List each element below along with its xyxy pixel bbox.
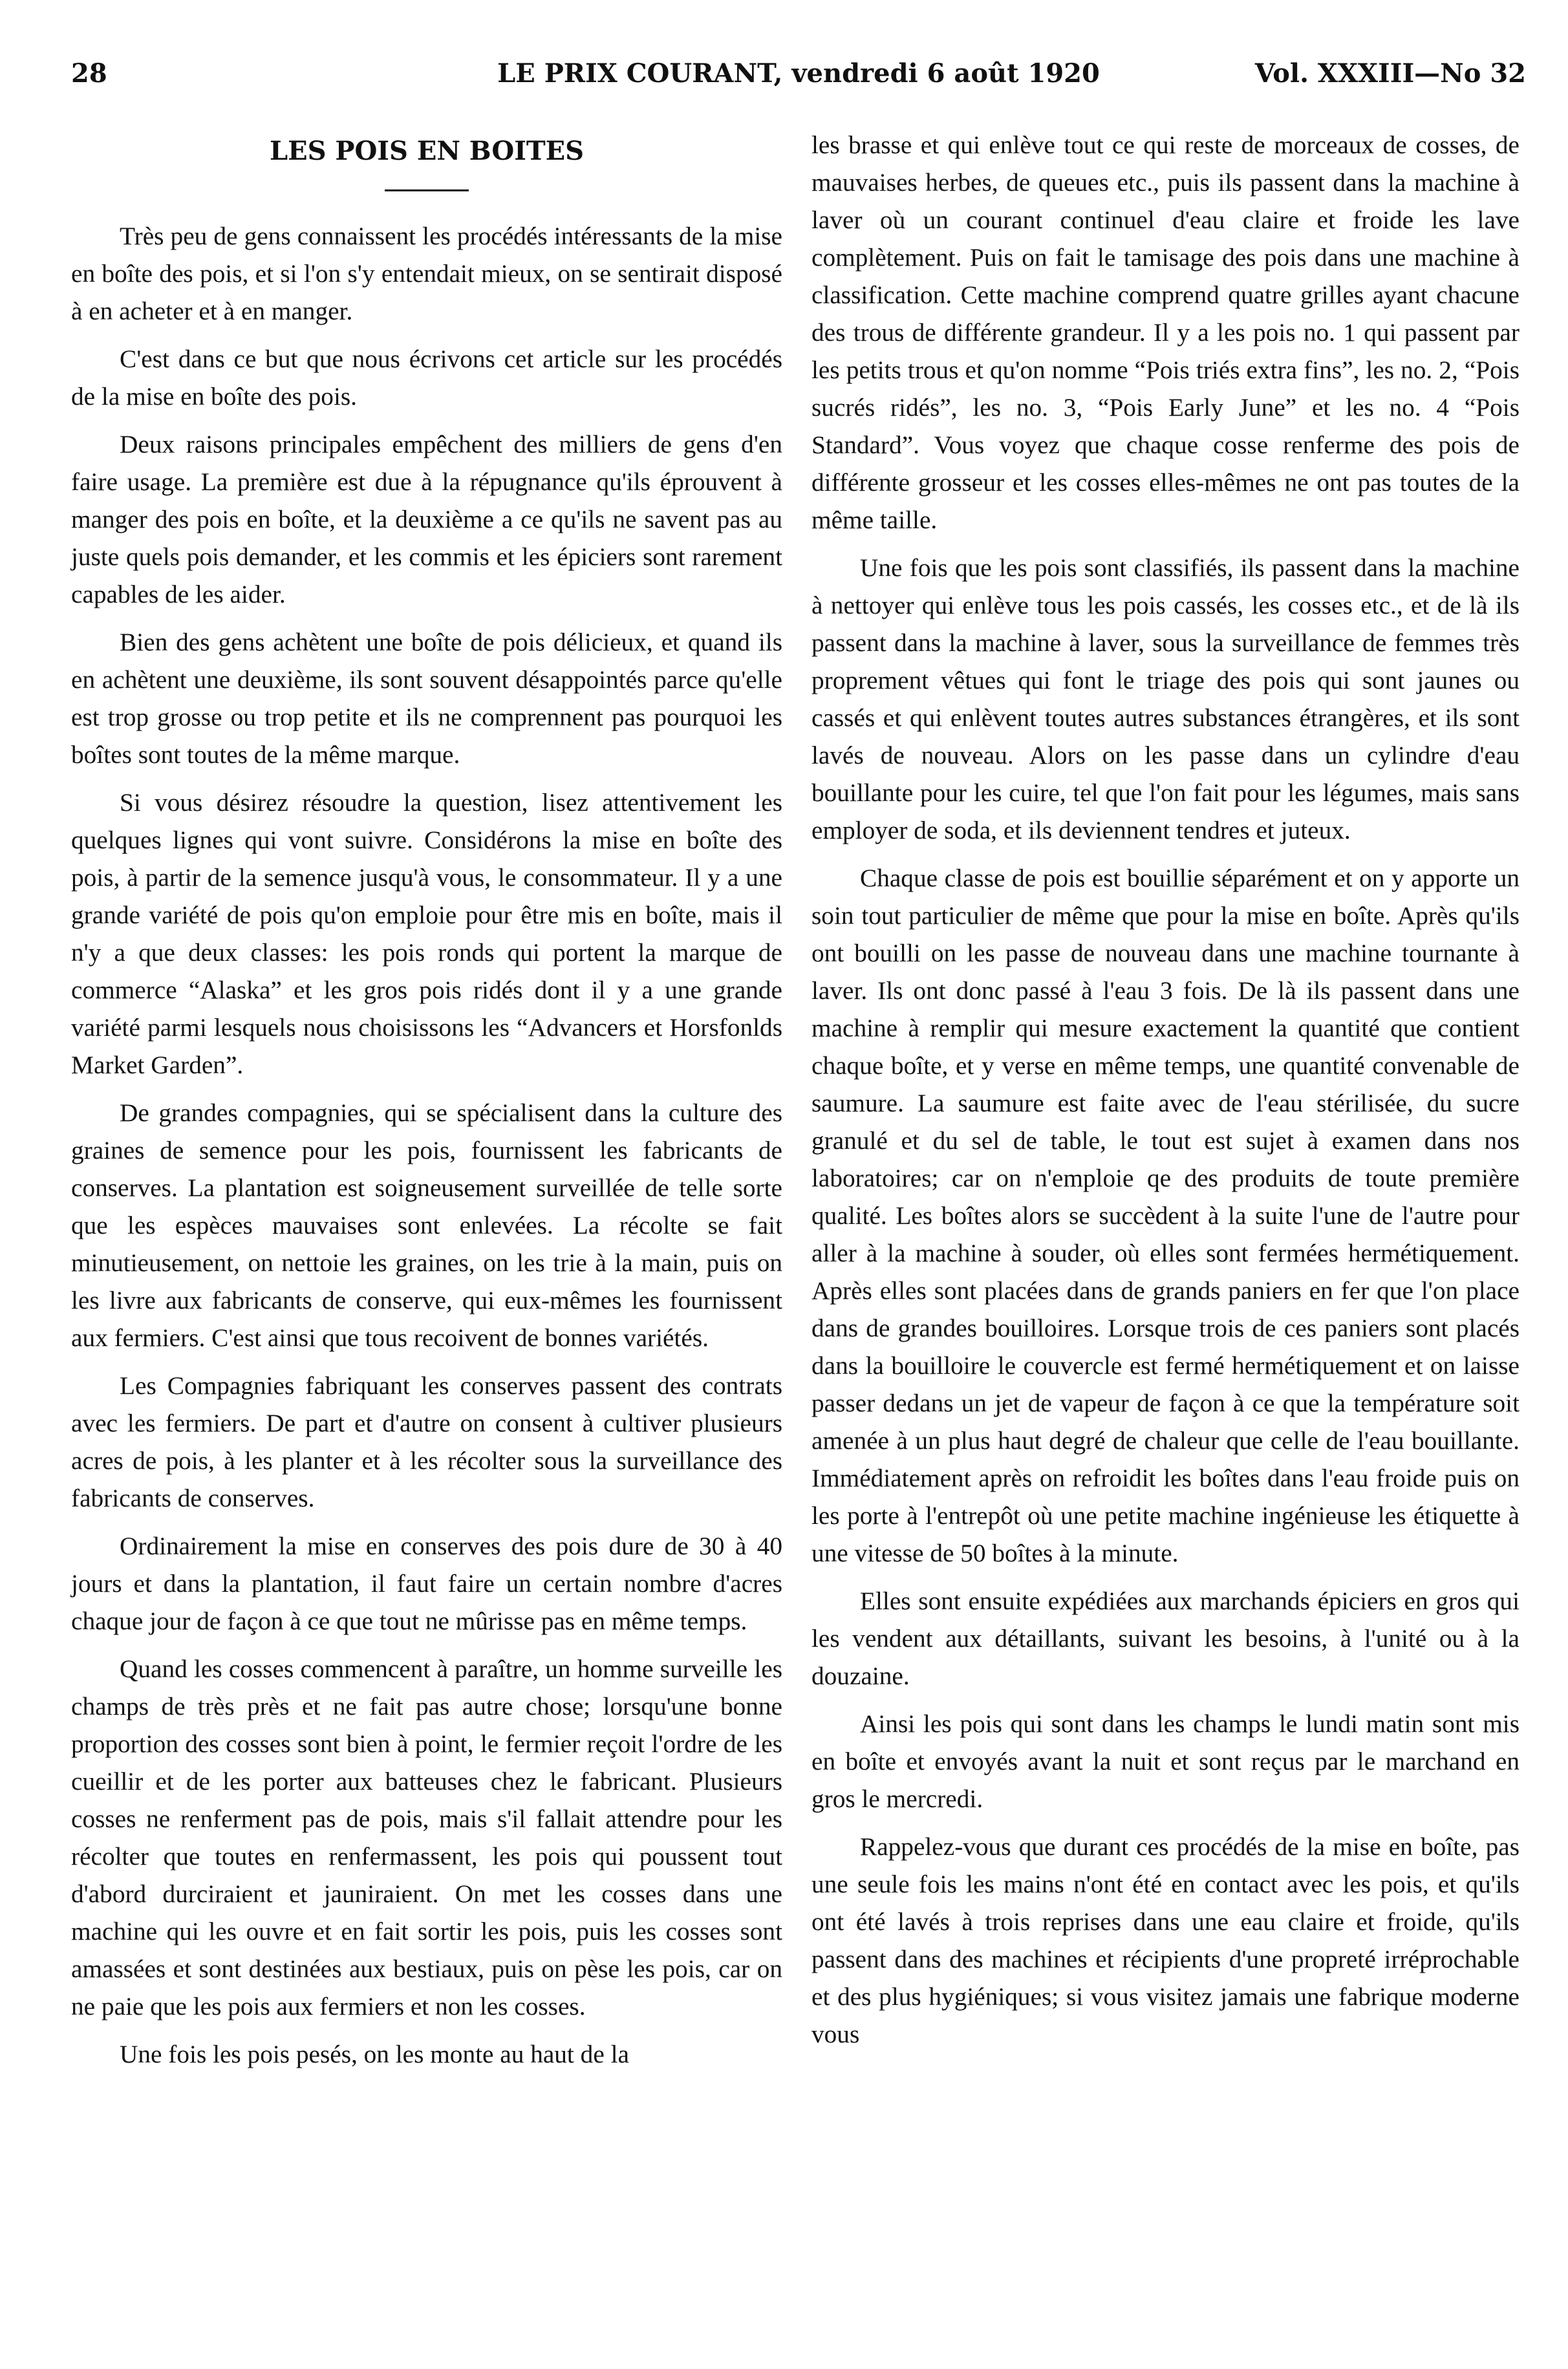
title-rule bbox=[385, 189, 469, 191]
paragraph: Deux raisons principales empêchent des milliers de gens d'en faire usage. La première est due à la répugnance qu'ils éprouvent à manger des pois en boîte, et la deuxième a ce qu'ils ne savent pas au juste quels pois demander, et les commis et les épiciers sont rarement capables de les aider. bbox=[71, 430, 782, 608]
page-number: 28 bbox=[71, 58, 107, 89]
paragraph: De grandes compagnies, qui se spécialisent dans la culture des graines de semence pour les pois, fournissent les fabricants de conserves. La plantation est soigneusement surveillée de telle sorte que les espèces mauvaises sont enlevées. La récolte se fait minutieusement, on nettoie les graines, on les trie à la main, puis on les livre aux fabricants de conserve, qui eux-mêmes les fournissent aux fermiers. C'est ainsi que tous recoivent de bonnes variétés. bbox=[71, 1099, 782, 1352]
paragraph: Rappelez-vous que durant ces procédés de la mise en boîte, pas une seule fois les mains n'ont été en contact avec les pois, et qu'ils ont été lavés à trois reprises dans une eau claire et froide, qu'ils passent dans des machines et récipients d'une propreté irréprochable et des plus hygiéniques; si vous visitez jamais une fabrique moderne vous bbox=[811, 1832, 1520, 2048]
paragraph: Quand les cosses commencent à paraître, un homme surveille les champs de très près et ne fait pas autre chose; lorsqu'une bonne proportion des cosses sont bien à point, le fermier reçoit l'ordre de les cueillir et de les porter aux batteuses chez le fabricant. Plusieurs cosses ne renferment pas de pois, mais s'il fallait attendre pour les récolter que toutes en renfermassent, les pois qui poussent tout d'abord durciraient et jauniraient. On met les cosses dans une machine qui les ouvre et en fait sortir les pois, puis les cosses sont amassées et sont destinées aux bestiaux, puis on pèse les pois, car on ne paie que les pois aux fermiers et non les cosses. bbox=[71, 1655, 782, 2021]
volume-number: Vol. XXXIII—No 32 bbox=[1254, 58, 1526, 89]
paragraph: Très peu de gens connaissent les procédés intéressants de la mise en boîte des pois, et si l'on s'y entendait mieux, on se sentirait disposé à en acheter et à en manger. bbox=[71, 222, 782, 325]
header-title: LE PRIX COURANT, vendredi 6 août 1920 bbox=[497, 58, 1100, 89]
paragraph: Les Compagnies fabriquant les conserves passent des contrats avec les fermiers. De part et d'autre on consent à cultiver plusieurs acres de pois, à les planter et à les récolter sous la surveillance des fabricants de conserves. bbox=[71, 1371, 782, 1512]
paragraph: Chaque classe de pois est bouillie séparément et on y apporte un soin tout particulier de même que pour la mise en boîte. Après qu'ils ont bouilli on les passe de nouveau dans une machine tournante à laver. Ils ont donc passé à l'eau 3 fois. De là ils passent dans une machine à remplir qui mesure exactement la quantité que contient chaque boîte, et y verse en même temps, une quantité convenable de saumure. La saumure est faite avec de l'eau stérilisée, du sucre granulé et du sel de table, le tout est sujet à examen dans nos laboratoires; car on n'emploie qe des produits de toute première qualité. Les boîtes alors se succèdent à la suite l'une de l'autre pour aller à la machine à souder, où elles sont fermées hermétiquement. Après elles sont placées dans de grands paniers en fer que l'on place dans de grandes bouilloires. Lorsque trois de ces paniers sont placés dans la bouilloire le couvercle est fermé hermétiquement et on laisse passer dedans un jet de vapeur de façon à ce que la température soit amenée à un plus haut degré de chaleur que celle de l'eau bouillante. Immédiatement après on refroidit les boîtes dans l'eau froide puis on les porte à l'entrepôt où une petite machine ingénieuse les étiquette à une vitesse de 50 boîtes à la minute. bbox=[811, 864, 1520, 1567]
paragraph: Elles sont ensuite expédiées aux marchands épiciers en gros qui les vendent aux détaillants, suivant les besoins, à l'unité ou à la douzaine. bbox=[811, 1587, 1520, 1690]
paragraph: Si vous désirez résoudre la question, lisez attentivement les quelques lignes qui vont suivre. Considérons la mise en boîte des pois, à partir de la semence jusqu'à vous, le consommateur. Il y a une grande variété de pois qu'on emploie pour être mis en boîte, mais il n'y a que deux classes: les pois ronds qui portent la marque de commerce “Alaska” et les gros pois ridés dont il y a une grande variété parmi lesquels nous choisissons les “Advancers et Horsfonlds Market Garden”. bbox=[71, 788, 782, 1079]
page-header bbox=[71, 58, 1526, 110]
left-column bbox=[71, 126, 782, 2083]
paragraph: Bien des gens achètent une boîte de pois délicieux, et quand ils en achètent une deuxième, ils sont souvent désappointés parce qu'elle est trop grosse ou trop petite et ils ne comprennent pas pourquoi les boîtes sont toutes de la même marque. bbox=[71, 628, 782, 769]
paragraph: les brasse et qui enlève tout ce qui reste de morceaux de cosses, de mauvaises herbes, de queues etc., puis ils passent dans la machine à laver où un courant continuel d'eau claire et froide les lave complètement. Puis on fait le tamisage des pois dans une machine à classification. Cette machine comprend quatre grilles ayant chacune des trous de différente grandeur. Il y a les pois no. 1 qui passent par les petits trous et qu'on nomme “Pois triés extra fins”, les no. 2, “Pois sucrés ridés”, les no. 3, “Pois Early June” et les no. 4 “Pois Standard”. Vous voyez que chaque cosse renferme des pois de différente grosseur et les cosses elles-mêmes ne ont pas toutes de la même taille. bbox=[811, 131, 1520, 534]
right-column bbox=[811, 126, 1520, 2063]
paragraph: Une fois les pois pesés, on les monte au haut de la bbox=[120, 2040, 629, 2068]
paragraph: Ordinairement la mise en conserves des pois dure de 30 à 40 jours et dans la plantation, il faut faire un certain nombre d'acres chaque jour de façon à ce que tout ne mûrisse pas en même temps. bbox=[71, 1532, 782, 1635]
paragraph: C'est dans ce but que nous écrivons cet article sur les procédés de la mise en boîte des pois. bbox=[71, 345, 782, 411]
paragraph: Une fois que les pois sont classifiés, ils passent dans la machine à nettoyer qui enlève tous les pois cassés, les cosses etc., et de là ils passent dans la machine à laver, sous la surveillance de femmes très proprement vêtues qui font le triage des pois qui sont jaunes ou cassés et qui enlèvent toutes autres substances étrangères, et ils sont lavés de nouveau. Alors on les passe dans un cylindre d'eau bouillante pour les cuire, tel que l'on fait pour les légumes, mais sans employer de soda, et ils deviennent tendres et juteux. bbox=[811, 553, 1520, 844]
article-title: LES POIS EN BOITES bbox=[269, 136, 585, 166]
paragraph: Ainsi les pois qui sont dans les champs le lundi matin sont mis en boîte et envoyés avant la nuit et sont reçus par le marchand en gros le mercredi. bbox=[811, 1710, 1520, 1813]
